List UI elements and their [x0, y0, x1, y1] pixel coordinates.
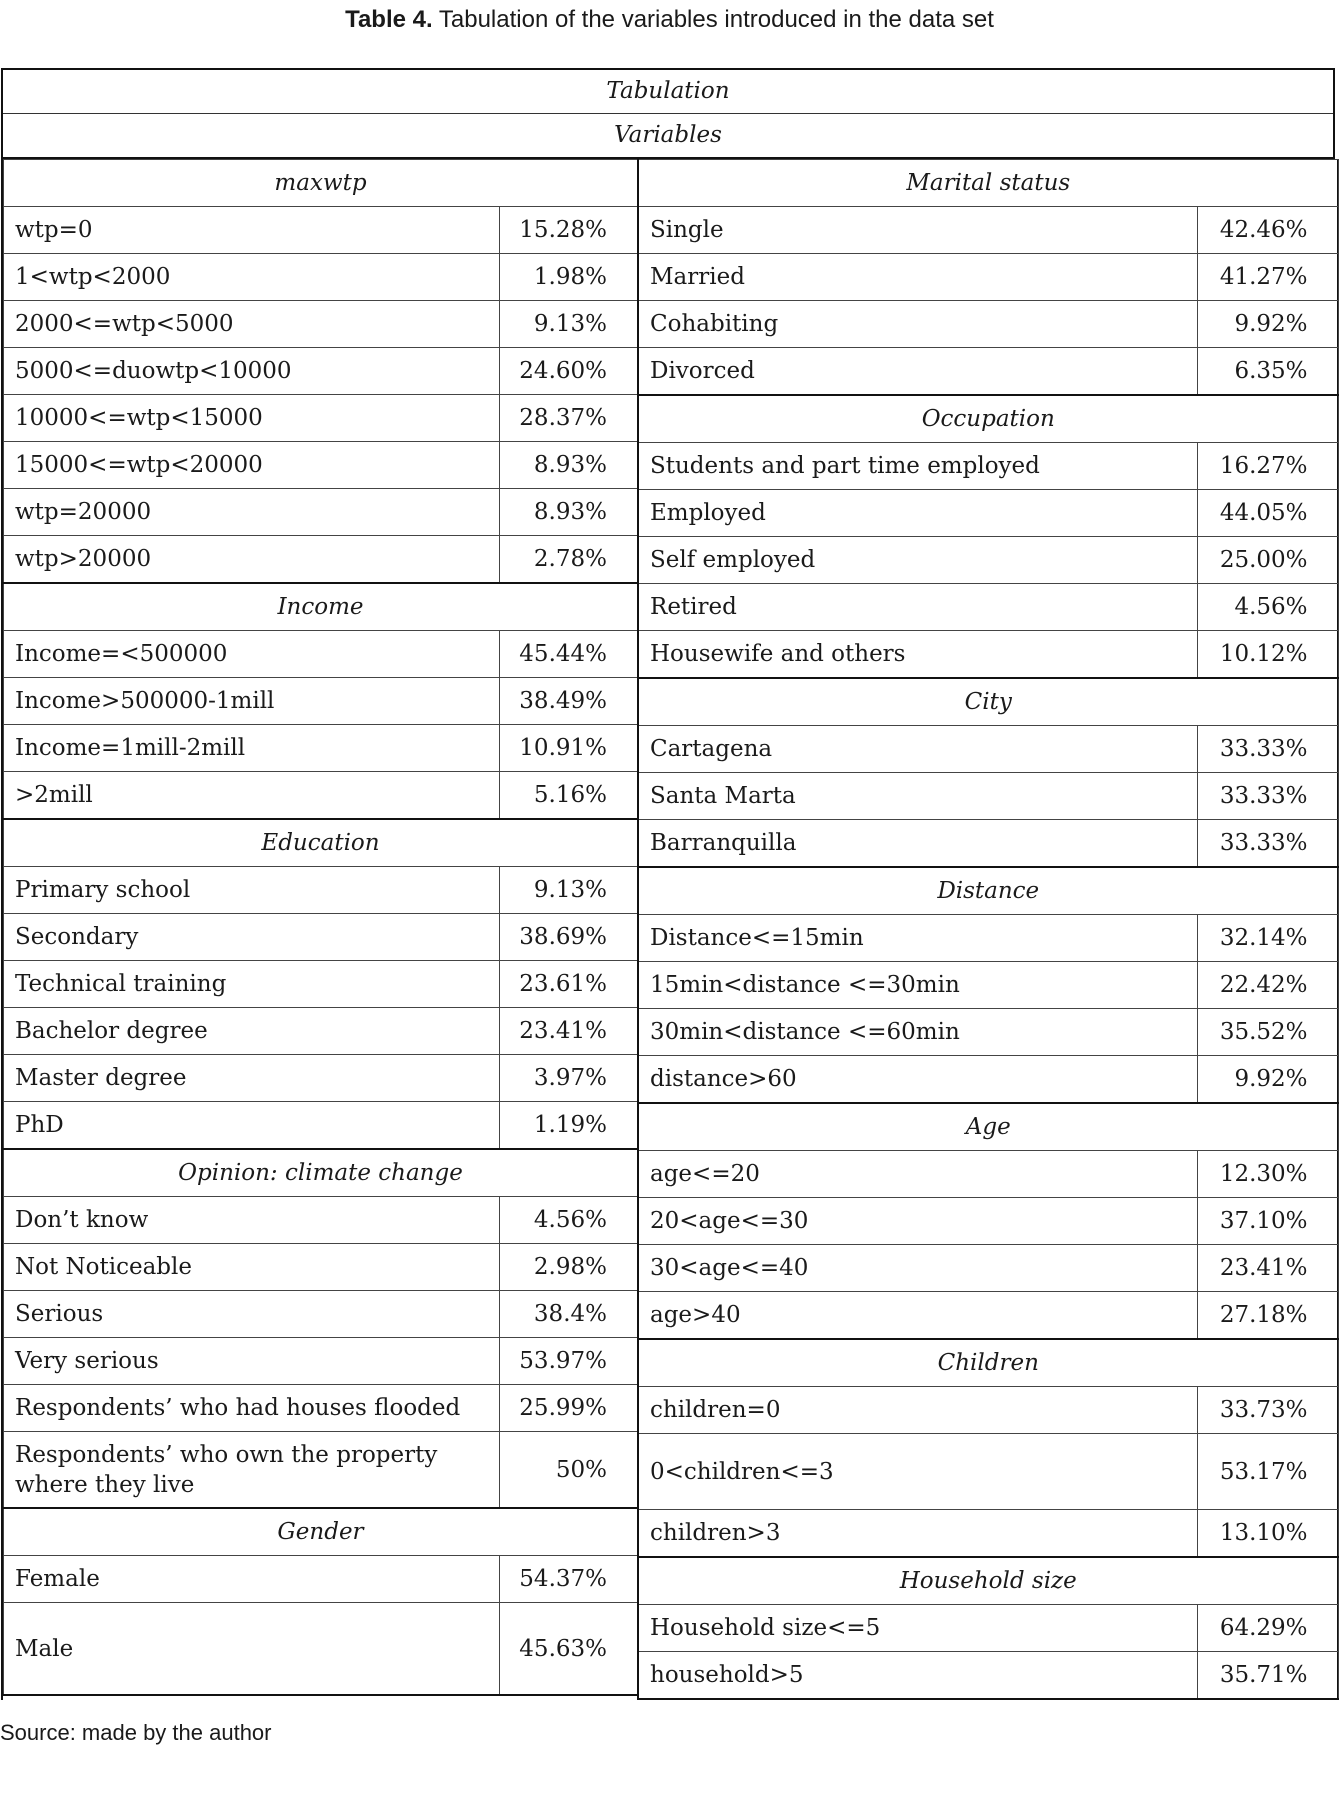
variable-percent: 50%	[500, 1432, 638, 1509]
table-row	[638, 348, 1338, 396]
table-row	[638, 915, 1338, 962]
variable-label: age>40	[638, 1292, 1197, 1340]
variable-percent: 38.69%	[500, 914, 638, 961]
variable-percent: 9.92%	[1197, 301, 1338, 348]
variable-label: Students and part time employed	[638, 443, 1197, 490]
variable-percent: 23.41%	[500, 1008, 638, 1055]
variable-percent: 35.71%	[1197, 1652, 1338, 1700]
section-title: City	[638, 678, 1338, 726]
variable-label: 30<age<=40	[638, 1245, 1197, 1292]
variable-percent: 1.98%	[500, 254, 638, 301]
variable-percent: 33.33%	[1197, 726, 1338, 773]
variable-label: Respondents’ who own the property where they live	[4, 1432, 500, 1509]
variable-label: Self employed	[638, 537, 1197, 584]
section-title: Marital status	[638, 160, 1338, 207]
variable-label: Distance<=15min	[638, 915, 1197, 962]
variable-label: Housewife and others	[638, 631, 1197, 679]
variable-percent: 15.28%	[500, 207, 638, 254]
variable-percent: 53.17%	[1197, 1434, 1338, 1510]
variable-label: distance>60	[638, 1056, 1197, 1104]
section-header-row	[4, 160, 638, 207]
section-title: Household size	[638, 1557, 1338, 1605]
variable-label: household>5	[638, 1652, 1197, 1700]
section-title: Distance	[638, 867, 1338, 915]
right-column	[637, 159, 1339, 1700]
section-header-row	[4, 819, 638, 867]
tabulation-header: Tabulation	[3, 70, 1333, 114]
variable-percent: 53.97%	[500, 1338, 638, 1385]
variable-label: 0<children<=3	[638, 1434, 1197, 1510]
variable-label: Technical training	[4, 961, 500, 1008]
variable-percent: 9.92%	[1197, 1056, 1338, 1104]
caption-label: Table 4.	[345, 6, 433, 33]
variable-percent: 44.05%	[1197, 490, 1338, 537]
variable-label: Very serious	[4, 1338, 500, 1385]
variable-label: Employed	[638, 490, 1197, 537]
section-header-row	[638, 1557, 1338, 1605]
table-row	[638, 1056, 1338, 1104]
table-row	[4, 1197, 638, 1244]
table-row	[4, 1385, 638, 1432]
table-row	[4, 207, 638, 254]
variable-label: Female	[4, 1556, 500, 1603]
table-row	[4, 772, 638, 820]
table-row	[4, 1055, 638, 1102]
table-row	[638, 537, 1338, 584]
variable-percent: 37.10%	[1197, 1198, 1338, 1245]
table-row	[4, 1432, 638, 1509]
variable-percent: 22.42%	[1197, 962, 1338, 1009]
table-row	[4, 1291, 638, 1338]
variable-label: wtp=0	[4, 207, 500, 254]
variable-percent: 3.97%	[500, 1055, 638, 1102]
variable-percent: 9.13%	[500, 301, 638, 348]
variables-header: Variables	[3, 114, 1333, 159]
variable-label: 10000<=wtp<15000	[4, 395, 500, 442]
variable-label: Barranquilla	[638, 820, 1197, 868]
variable-label: Bachelor degree	[4, 1008, 500, 1055]
table-row	[638, 1245, 1338, 1292]
variable-label: 15min<distance <=30min	[638, 962, 1197, 1009]
variable-label: Single	[638, 207, 1197, 254]
table-row	[4, 1102, 638, 1150]
section-title: Education	[4, 819, 638, 867]
variable-percent: 13.10%	[1197, 1510, 1338, 1558]
table-row	[4, 1244, 638, 1291]
variable-label: Master degree	[4, 1055, 500, 1102]
variable-percent: 28.37%	[500, 395, 638, 442]
variable-label: 2000<=wtp<5000	[4, 301, 500, 348]
variable-percent: 8.93%	[500, 489, 638, 536]
section-header-row	[4, 1149, 638, 1197]
variable-label: Income>500000-1mill	[4, 678, 500, 725]
variable-label: 1<wtp<2000	[4, 254, 500, 301]
variable-percent: 25.99%	[500, 1385, 638, 1432]
variable-percent: 33.33%	[1197, 773, 1338, 820]
table-row	[638, 1387, 1338, 1434]
section-header-row	[4, 1508, 638, 1556]
variable-percent: 38.49%	[500, 678, 638, 725]
variable-percent: 16.27%	[1197, 443, 1338, 490]
table-row	[638, 1605, 1338, 1652]
section-header-row	[638, 160, 1338, 207]
variable-label: Cohabiting	[638, 301, 1197, 348]
table-row	[4, 254, 638, 301]
variable-label: wtp>20000	[4, 536, 500, 584]
variable-label: Married	[638, 254, 1197, 301]
variable-percent: 32.14%	[1197, 915, 1338, 962]
table-row	[4, 1603, 638, 1696]
table-row	[638, 1510, 1338, 1558]
section-header-row	[638, 395, 1338, 443]
variable-label: Serious	[4, 1291, 500, 1338]
variable-label: Respondents’ who had houses flooded	[4, 1385, 500, 1432]
table-row	[4, 961, 638, 1008]
table-row	[638, 443, 1338, 490]
table-row	[4, 395, 638, 442]
table-row	[4, 867, 638, 914]
table-row	[638, 726, 1338, 773]
variable-percent: 2.78%	[500, 536, 638, 584]
variable-label: children>3	[638, 1510, 1197, 1558]
table-row	[4, 631, 638, 678]
table-row	[4, 1338, 638, 1385]
table-row	[638, 1151, 1338, 1198]
variable-label: age<=20	[638, 1151, 1197, 1198]
table-row	[638, 773, 1338, 820]
variable-percent: 38.4%	[500, 1291, 638, 1338]
variable-percent: 5.16%	[500, 772, 638, 820]
variable-percent: 27.18%	[1197, 1292, 1338, 1340]
variable-label: children=0	[638, 1387, 1197, 1434]
section-header-row	[638, 1339, 1338, 1387]
variable-percent: 10.12%	[1197, 631, 1338, 679]
variable-label: Santa Marta	[638, 773, 1197, 820]
variable-label: 15000<=wtp<20000	[4, 442, 500, 489]
table-row	[638, 1652, 1338, 1700]
variable-label: 5000<=duowtp<10000	[4, 348, 500, 395]
table-row	[638, 301, 1338, 348]
section-title: Gender	[4, 1508, 638, 1556]
variable-label: >2mill	[4, 772, 500, 820]
variable-label: PhD	[4, 1102, 500, 1150]
variable-percent: 24.60%	[500, 348, 638, 395]
source-note: Source: made by the author	[0, 1720, 272, 1745]
table-row	[638, 207, 1338, 254]
variable-percent: 4.56%	[500, 1197, 638, 1244]
variable-label: Secondary	[4, 914, 500, 961]
table-row	[638, 1434, 1338, 1510]
variable-label: Male	[4, 1603, 500, 1696]
table-row	[638, 490, 1338, 537]
table-row	[638, 254, 1338, 301]
table-row	[638, 1198, 1338, 1245]
section-title: Income	[4, 583, 638, 631]
variable-label: Cartagena	[638, 726, 1197, 773]
variable-percent: 33.73%	[1197, 1387, 1338, 1434]
table-row	[638, 631, 1338, 679]
table-row	[638, 820, 1338, 868]
variable-percent: 45.44%	[500, 631, 638, 678]
variable-percent: 54.37%	[500, 1556, 638, 1603]
variable-percent: 33.33%	[1197, 820, 1338, 868]
caption-text: Tabulation of the variables introduced in the data set	[438, 6, 994, 33]
table-row	[4, 1008, 638, 1055]
variable-percent: 9.13%	[500, 867, 638, 914]
section-title: Children	[638, 1339, 1338, 1387]
variable-label: Income=1mill-2mill	[4, 725, 500, 772]
variable-percent: 10.91%	[500, 725, 638, 772]
table-row	[4, 1556, 638, 1603]
table-row	[638, 584, 1338, 631]
variable-label: wtp=20000	[4, 489, 500, 536]
variable-label: 20<age<=30	[638, 1198, 1197, 1245]
variable-percent: 64.29%	[1197, 1605, 1338, 1652]
table-row	[4, 678, 638, 725]
variable-label: Retired	[638, 584, 1197, 631]
variable-percent: 4.56%	[1197, 584, 1338, 631]
variable-label: Income=<500000	[4, 631, 500, 678]
variable-label: Don’t know	[4, 1197, 500, 1244]
variable-percent: 1.19%	[500, 1102, 638, 1150]
variable-percent: 2.98%	[500, 1244, 638, 1291]
table-row	[638, 1292, 1338, 1340]
left-column	[1, 159, 637, 1700]
table-row	[4, 489, 638, 536]
table-caption	[0, 6, 1339, 34]
variable-percent: 45.63%	[500, 1603, 638, 1696]
variable-percent: 35.52%	[1197, 1009, 1338, 1056]
variable-label: Primary school	[4, 867, 500, 914]
variable-percent: 25.00%	[1197, 537, 1338, 584]
section-title: Occupation	[638, 395, 1338, 443]
section-header-row	[4, 583, 638, 631]
table-row	[4, 301, 638, 348]
table-row	[4, 725, 638, 772]
variable-label: Household size<=5	[638, 1605, 1197, 1652]
tabulation-table	[1, 68, 1335, 1700]
table-row	[638, 1009, 1338, 1056]
variable-percent: 41.27%	[1197, 254, 1338, 301]
table-row	[4, 348, 638, 395]
variable-percent: 23.41%	[1197, 1245, 1338, 1292]
section-header-row	[638, 678, 1338, 726]
table-row	[638, 962, 1338, 1009]
variable-percent: 42.46%	[1197, 207, 1338, 254]
variable-label: 30min<distance <=60min	[638, 1009, 1197, 1056]
table-row	[4, 442, 638, 489]
section-title: Opinion: climate change	[4, 1149, 638, 1197]
table-row	[4, 914, 638, 961]
section-title: Age	[638, 1103, 1338, 1151]
variable-label: Not Noticeable	[4, 1244, 500, 1291]
variable-label: Divorced	[638, 348, 1197, 396]
section-title: maxwtp	[4, 160, 638, 207]
variable-percent: 6.35%	[1197, 348, 1338, 396]
table-row	[4, 536, 638, 584]
section-header-row	[638, 1103, 1338, 1151]
variable-percent: 12.30%	[1197, 1151, 1338, 1198]
variable-percent: 23.61%	[500, 961, 638, 1008]
variable-percent: 8.93%	[500, 442, 638, 489]
section-header-row	[638, 867, 1338, 915]
